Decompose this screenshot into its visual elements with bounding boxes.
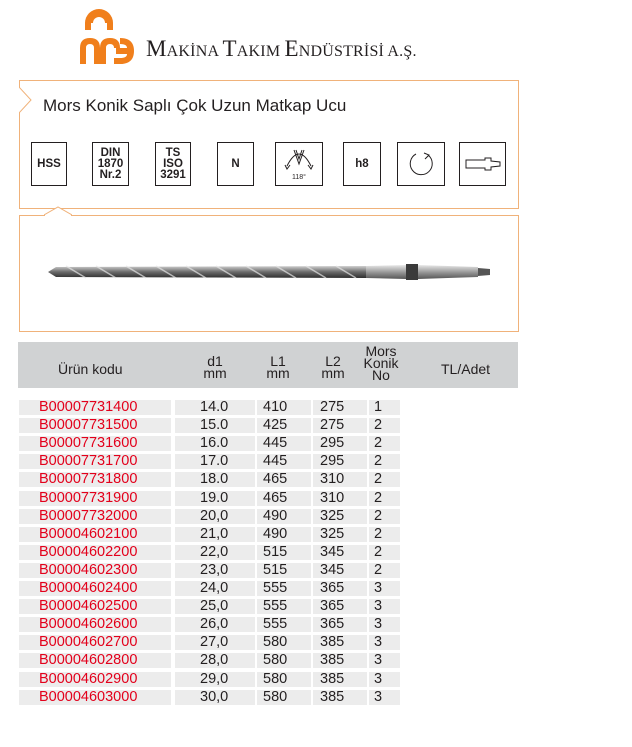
table-row [0, 690, 632, 705]
cell-product-code[interactable]: B00004602400 [19, 581, 171, 596]
cell-l2: 385 [313, 672, 367, 687]
cell-d1: 26,0 [175, 617, 255, 632]
header-l1: L1 mm [266, 353, 290, 381]
cell-l1: 445 [257, 454, 311, 469]
cell-price [402, 690, 518, 705]
company-logo [76, 8, 134, 66]
cell-price [402, 509, 518, 524]
cell-price [402, 454, 518, 469]
header-product-code: Ürün kodu [58, 361, 123, 377]
cell-product-code[interactable]: B00007731400 [19, 400, 171, 415]
table-row [0, 418, 632, 433]
cell-price [402, 599, 518, 614]
cell-morse-no: 3 [369, 690, 400, 705]
cell-l1: 580 [257, 635, 311, 650]
cell-product-code[interactable]: B00004602900 [19, 672, 171, 687]
cell-morse-no: 2 [369, 509, 400, 524]
cell-l2: 295 [313, 454, 367, 469]
cell-product-code[interactable]: B00007732000 [19, 509, 171, 524]
cell-l2: 345 [313, 563, 367, 578]
cell-l1: 580 [257, 672, 311, 687]
cell-price [402, 581, 518, 596]
header-morse-taper-no: Mors Konik No [363, 343, 399, 383]
cell-morse-no: 1 [369, 400, 400, 415]
cell-morse-no: 2 [369, 418, 400, 433]
table-row [0, 653, 632, 668]
cell-d1: 27,0 [175, 635, 255, 650]
cell-l1: 490 [257, 527, 311, 542]
cell-price [402, 635, 518, 650]
cell-morse-no: 2 [369, 527, 400, 542]
table-row [0, 527, 632, 542]
cell-morse-no: 3 [369, 653, 400, 668]
cell-product-code[interactable]: B00004602800 [19, 653, 171, 668]
table-row [0, 617, 632, 632]
table-row [0, 635, 632, 650]
cell-l1: 465 [257, 472, 311, 487]
cell-l1: 445 [257, 436, 311, 451]
company-name: MAKİNA TAKIM ENDÜSTRİSİ A.Ş. [146, 36, 417, 61]
cell-product-code[interactable]: B00004602500 [19, 599, 171, 614]
cell-price [402, 672, 518, 687]
rotation-icon [397, 142, 445, 186]
cell-l2: 385 [313, 690, 367, 705]
cell-l2: 365 [313, 581, 367, 596]
table-row [0, 563, 632, 578]
cell-product-code[interactable]: B00007731800 [19, 472, 171, 487]
cell-morse-no: 3 [369, 617, 400, 632]
product-title: Mors Konik Saplı Çok Uzun Matkap Ucu [43, 96, 347, 115]
header-price: TL/Adet [441, 361, 491, 377]
cell-l2: 295 [313, 436, 367, 451]
morse-shank-icon [459, 142, 506, 186]
cell-l2: 365 [313, 599, 367, 614]
cell-l1: 465 [257, 491, 311, 506]
hss-badge: HSS [31, 142, 67, 186]
cell-price [402, 653, 518, 668]
table-row [0, 454, 632, 469]
cell-price [402, 418, 518, 433]
cell-l2: 325 [313, 509, 367, 524]
table-row [0, 545, 632, 560]
cell-l1: 515 [257, 563, 311, 578]
table-row [0, 436, 632, 451]
cell-morse-no: 2 [369, 454, 400, 469]
table-row [0, 672, 632, 687]
cell-l2: 345 [313, 545, 367, 560]
cell-d1: 22,0 [175, 545, 255, 560]
cell-d1: 21,0 [175, 527, 255, 542]
cell-product-code[interactable]: B00007731600 [19, 436, 171, 451]
cell-d1: 20,0 [175, 509, 255, 524]
cell-morse-no: 3 [369, 581, 400, 596]
ts-iso-badge: TS ISO 3291 [155, 142, 191, 186]
cell-l1: 515 [257, 545, 311, 560]
cell-morse-no: 2 [369, 545, 400, 560]
cell-l1: 580 [257, 690, 311, 705]
cell-d1: 23,0 [175, 563, 255, 578]
type-n-badge: N [217, 142, 254, 186]
cell-l2: 385 [313, 653, 367, 668]
cell-price [402, 545, 518, 560]
din-badge: DIN 1870 Nr.2 [92, 142, 129, 186]
cell-l2: 275 [313, 400, 367, 415]
cell-morse-no: 2 [369, 472, 400, 487]
header-d1: d1 mm [203, 353, 227, 381]
cell-morse-no: 2 [369, 563, 400, 578]
cell-d1: 24,0 [175, 581, 255, 596]
cell-morse-no: 3 [369, 635, 400, 650]
cell-product-code[interactable]: B00004602300 [19, 563, 171, 578]
cell-price [402, 436, 518, 451]
cell-product-code[interactable]: B00007731700 [19, 454, 171, 469]
cell-l2: 385 [313, 635, 367, 650]
cell-price [402, 617, 518, 632]
bullet-arrow-icon [19, 87, 33, 113]
cell-l1: 555 [257, 599, 311, 614]
cell-product-code[interactable]: B00004603000 [19, 690, 171, 705]
cell-morse-no: 3 [369, 672, 400, 687]
table-row [0, 491, 632, 506]
cell-price [402, 472, 518, 487]
header-l2: L2 mm [321, 353, 345, 381]
cell-l1: 555 [257, 617, 311, 632]
cell-price [402, 400, 518, 415]
cell-l2: 365 [313, 617, 367, 632]
cell-product-code[interactable]: B00004602100 [19, 527, 171, 542]
cell-d1: 29,0 [175, 672, 255, 687]
cell-l2: 275 [313, 418, 367, 433]
cell-l1: 580 [257, 653, 311, 668]
cell-product-code[interactable]: B00007731500 [19, 418, 171, 433]
table-row [0, 400, 632, 415]
table-row [0, 581, 632, 596]
cell-d1: 25,0 [175, 599, 255, 614]
cell-d1: 14.0 [175, 400, 255, 415]
cell-l2: 310 [313, 472, 367, 487]
cell-l2: 310 [313, 491, 367, 506]
cell-l2: 325 [313, 527, 367, 542]
cell-d1: 16.0 [175, 436, 255, 451]
table-row [0, 599, 632, 614]
cell-l1: 555 [257, 581, 311, 596]
cell-morse-no: 2 [369, 436, 400, 451]
cell-l1: 490 [257, 509, 311, 524]
cell-d1: 30,0 [175, 690, 255, 705]
tolerance-badge: h8 [343, 142, 381, 186]
table-row [0, 472, 632, 487]
drill-bit-image [46, 260, 496, 284]
cell-morse-no: 2 [369, 491, 400, 506]
cell-d1: 17.0 [175, 454, 255, 469]
cell-d1: 15.0 [175, 418, 255, 433]
cell-product-code[interactable]: B00007731900 [19, 491, 171, 506]
table-row [0, 509, 632, 524]
cell-product-code[interactable]: B00004602600 [19, 617, 171, 632]
cell-price [402, 491, 518, 506]
point-angle-icon: 118° [275, 142, 323, 186]
notch-arrow-icon [44, 206, 72, 218]
cell-l1: 410 [257, 400, 311, 415]
cell-l1: 425 [257, 418, 311, 433]
cell-d1: 18.0 [175, 472, 255, 487]
cell-d1: 28,0 [175, 653, 255, 668]
cell-d1: 19.0 [175, 491, 255, 506]
cell-price [402, 527, 518, 542]
cell-price [402, 563, 518, 578]
cell-morse-no: 3 [369, 599, 400, 614]
cell-product-code[interactable]: B00004602700 [19, 635, 171, 650]
cell-product-code[interactable]: B00004602200 [19, 545, 171, 560]
